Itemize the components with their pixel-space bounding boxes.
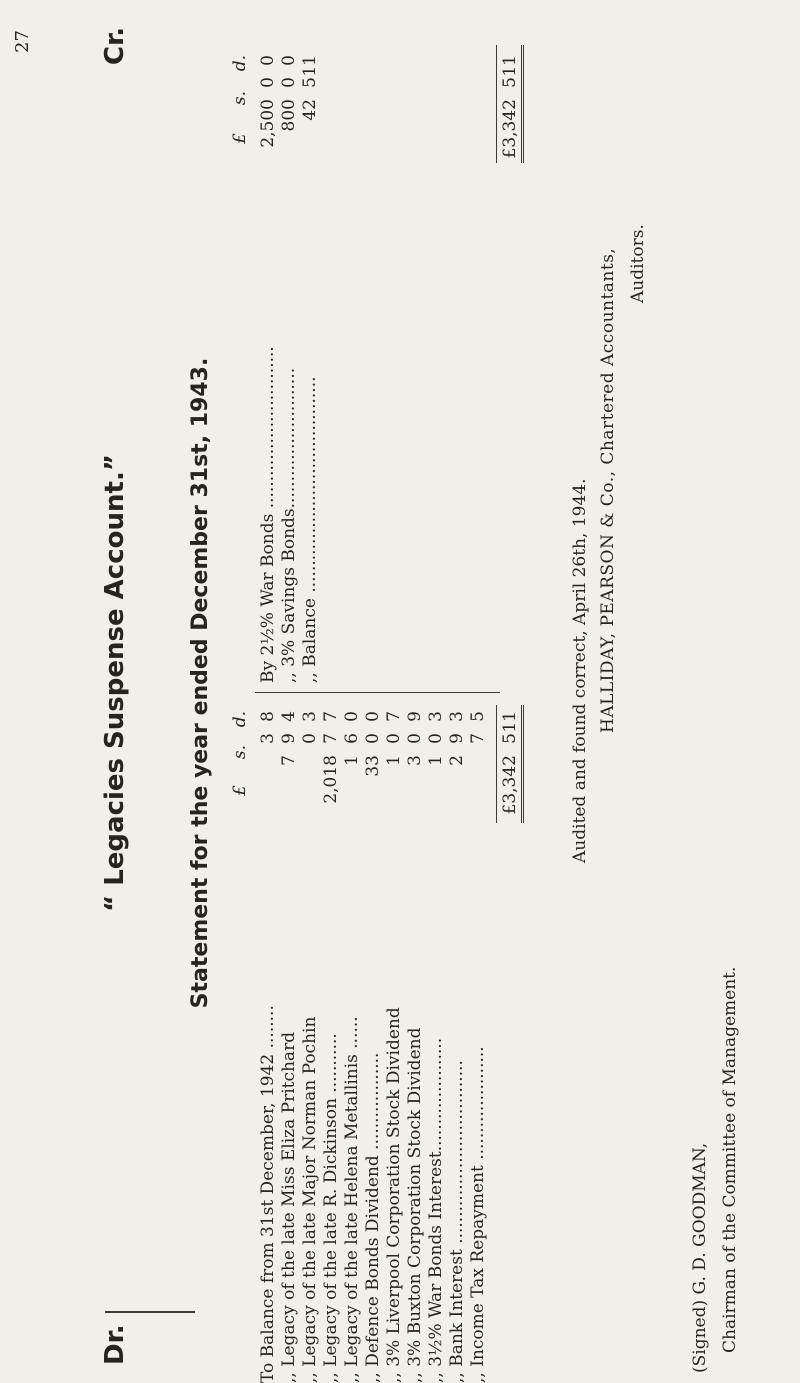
debit-row-shillings: 0 (300, 733, 320, 744)
credit-row (279, 43, 299, 683)
debit-row-label: ,, Income Tax Repayment ..................... (468, 1046, 488, 1383)
auditor-firm: HALLIDAY, PEARSON & Co., Chartered Accountants, (598, 247, 618, 733)
debit-row-shillings: 9 (279, 733, 299, 744)
debit-row (279, 703, 299, 1383)
debit-row-pence: 0 (363, 711, 383, 722)
debit-total-pence: 11 (500, 711, 520, 733)
debit-column (230, 703, 530, 1383)
debit-row (468, 703, 488, 1383)
credit-heading: Cr. (100, 26, 130, 65)
left-margin-rule (105, 1311, 195, 1313)
credit-row-pounds: 800 (279, 99, 299, 132)
debit-row-pence: 5 (468, 711, 488, 722)
center-rule (255, 692, 500, 693)
debit-row-shillings: 7 (321, 733, 341, 744)
debit-shillings-head: s. (230, 745, 250, 760)
debit-row-shillings: 6 (342, 733, 362, 744)
debit-row-label: ,, Legacy of the late Miss Eliza Pritchard (279, 1031, 299, 1383)
debit-row-shillings: 0 (384, 733, 404, 744)
debit-row-pounds: 2 (447, 755, 467, 766)
account-title: “ Legacies Suspense Account.” (100, 454, 130, 912)
debit-row-label: ,, Legacy of the late R. Dickinson ........... (321, 1033, 341, 1383)
credit-row-label: ,, 3% Savings Bonds.......................... (279, 367, 299, 683)
credit-row-shillings: 5 (300, 77, 320, 88)
debit-row-pence: 3 (426, 711, 446, 722)
debit-row-shillings: 0 (426, 733, 446, 744)
credit-column (230, 43, 530, 683)
credit-row-pounds: 2,500 (258, 99, 278, 148)
statement-subtitle: Statement for the year ended December 31st, 1943. (188, 357, 213, 1009)
debit-total-shillings: 5 (500, 733, 520, 744)
debit-row-shillings: 0 (405, 733, 425, 744)
credit-row-pounds: 42 (300, 99, 320, 121)
debit-row-shillings: 0 (363, 733, 383, 744)
debit-row-pence: 7 (384, 711, 404, 722)
credit-row-label: By 2½% War Bonds .............................. (258, 346, 278, 683)
debit-row-pence: 8 (258, 711, 278, 722)
debit-row-label: ,, Defence Bonds Dividend .................. (363, 1052, 383, 1383)
debit-total-pounds: £3,342 (500, 755, 520, 815)
credit-row-shillings: 0 (279, 77, 299, 88)
debit-row (405, 703, 425, 1383)
debit-row-label: ,, Legacy of the late Major Norman Pochin (300, 1016, 320, 1383)
audit-statement: Audited and found correct, April 26th, 1944. (570, 478, 590, 863)
debit-row-label: ,, Legacy of the late Helena Metallinis ...... (342, 1016, 362, 1383)
debit-row (384, 703, 404, 1383)
credit-row-pence: 0 (258, 55, 278, 66)
credit-total-pounds: £3,342 (500, 99, 520, 159)
debit-row-label: ,, 3% Buxton Corporation Stock Dividend (405, 1027, 425, 1383)
debit-row (300, 703, 320, 1383)
chairman-title: Chairman of the Committee of Management. (720, 966, 740, 1353)
debit-row-pounds: 1 (426, 755, 446, 766)
debit-row-pounds: 3 (405, 755, 425, 766)
debit-row (426, 703, 446, 1383)
debit-row-shillings: 7 (468, 733, 488, 744)
credit-total-shillings: 5 (500, 77, 520, 88)
debit-heading: Dr. (100, 1324, 130, 1365)
signature-line: (Signed) G. D. GOODMAN, (690, 1142, 710, 1373)
debit-row-shillings: 9 (447, 733, 467, 744)
debit-row-shillings: 3 (258, 733, 278, 744)
auditors-label: Auditors. (628, 224, 648, 303)
debit-row-pounds: 7 (279, 755, 299, 766)
debit-row (342, 703, 362, 1383)
credit-row (258, 43, 278, 683)
debit-row-pence: 3 (447, 711, 467, 722)
debit-row (321, 703, 341, 1383)
credit-row-pence: 0 (279, 55, 299, 66)
debit-row-pence: 9 (405, 711, 425, 722)
credit-total-pence: 11 (500, 55, 520, 77)
debit-row (363, 703, 383, 1383)
credit-row-label: ,, Balance ........................................ (300, 376, 320, 683)
debit-row (258, 703, 278, 1383)
debit-pence-head: d. (230, 711, 250, 728)
debit-row-pence: 7 (321, 711, 341, 722)
credit-row-pence: 11 (300, 55, 320, 77)
debit-row-pence: 3 (300, 711, 320, 722)
debit-row-label: ,, 3% Liverpool Corporation Stock Dividend (384, 1007, 404, 1383)
debit-pounds-head: £ (230, 785, 250, 796)
debit-row-pence: 4 (279, 711, 299, 722)
debit-row-label: ,, Bank Interest .................................. (447, 1060, 467, 1383)
credit-shillings-head: s. (230, 91, 250, 106)
debit-row-pounds: 33 (363, 755, 383, 777)
debit-row-label: ,, 3½% War Bonds Interest..................... (426, 1037, 446, 1383)
credit-pounds-head: £ (230, 133, 250, 144)
credit-row-shillings: 0 (258, 77, 278, 88)
debit-row-pounds: 1 (342, 755, 362, 766)
debit-row-label: To Balance from 31st December, 1942 ........ (258, 1005, 278, 1383)
credit-pence-head: d. (230, 55, 250, 72)
debit-row (447, 703, 467, 1383)
debit-row-pounds: 1 (384, 755, 404, 766)
credit-row (300, 43, 320, 683)
debit-row-pounds: 2,018 (321, 755, 341, 804)
page-number: 27 (12, 30, 33, 53)
debit-row-pence: 0 (342, 711, 362, 722)
